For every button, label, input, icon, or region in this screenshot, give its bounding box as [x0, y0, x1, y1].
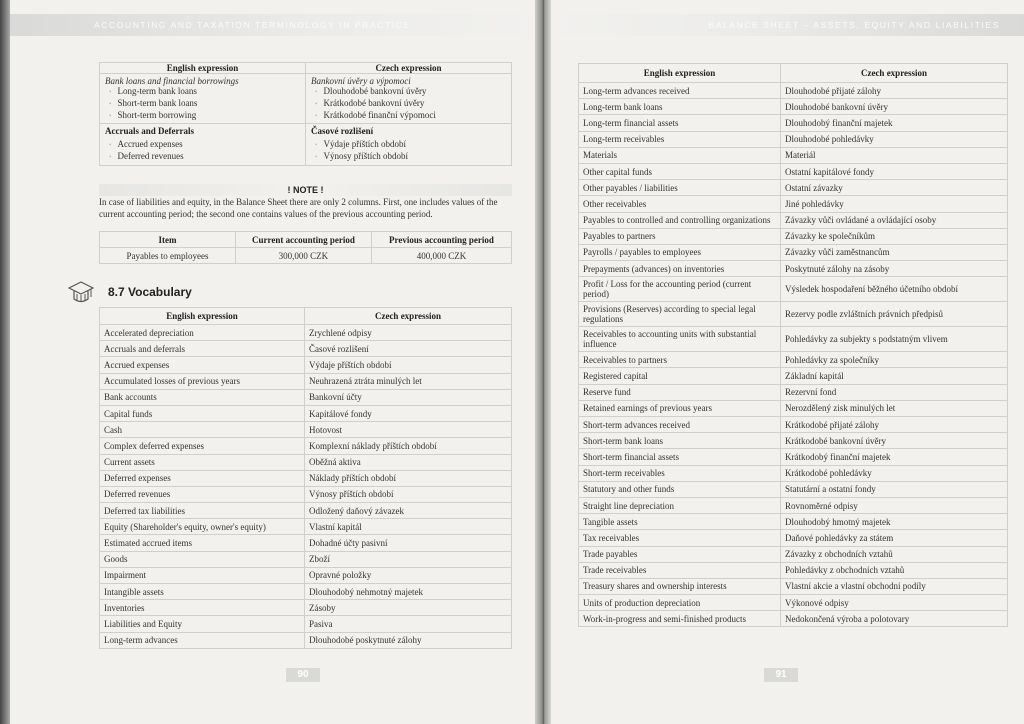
block2-cz-title: Časové rozlišení — [311, 126, 374, 137]
table-row — [100, 373, 512, 389]
english-term: Treasury shares and ownership interests — [579, 578, 781, 594]
left-page — [6, 0, 540, 724]
table-row — [100, 567, 512, 583]
table-row — [100, 405, 512, 421]
list-item: • Krátkodobé finanční výpomoci — [325, 110, 506, 122]
english-term: Cash — [100, 422, 305, 438]
english-term: Prepayments (advances) on inventories — [579, 261, 781, 277]
czech-term: Jiné pohledávky — [781, 196, 1008, 212]
english-term: Impairment — [100, 567, 305, 583]
table-row — [100, 325, 512, 341]
table-row — [579, 465, 1008, 481]
english-term: Deferred expenses — [100, 470, 305, 486]
table2-current: 300,000 CZK — [235, 248, 371, 264]
table1-header-cz: Czech expression — [306, 63, 512, 74]
block1-cz-title: Bankovní úvěry a výpomoci — [311, 76, 411, 86]
table-row — [100, 519, 512, 535]
list-item: • Short-term bank loans — [119, 98, 300, 110]
czech-term: Rezervní fond — [781, 384, 1008, 400]
english-term: Statutory and other funds — [579, 481, 781, 497]
table-row — [100, 357, 512, 373]
english-term: Trade payables — [579, 546, 781, 562]
table-row — [100, 470, 512, 486]
czech-term: Dlouhodobý hmotný majetek — [781, 514, 1008, 530]
english-term: Short-term financial assets — [579, 449, 781, 465]
czech-term: Dlouhodobé bankovní úvěry — [781, 99, 1008, 115]
english-term: Intangible assets — [100, 584, 305, 600]
left-vocab-body — [100, 325, 512, 649]
english-term: Tax receivables — [579, 530, 781, 546]
left-running-head: ACCOUNTING AND TAXATION TERMINOLOGY IN PRACTICE — [6, 14, 540, 36]
english-term: Other payables / liabilities — [579, 180, 781, 196]
english-term: Current assets — [100, 454, 305, 470]
czech-term: Dlouhodobý finanční majetek — [781, 115, 1008, 131]
table1-header-en: English expression — [100, 63, 306, 74]
czech-term: Dlouhodobé pohledávky — [781, 131, 1008, 147]
english-term: Equity (Shareholder's equity, owner's equity) — [100, 519, 305, 535]
table-row — [579, 497, 1008, 513]
czech-term: Základní kapitál — [781, 368, 1008, 384]
table-row — [100, 486, 512, 502]
table-row — [579, 611, 1008, 627]
czech-term: Ostatní závazky — [781, 180, 1008, 196]
note-text: In case of liabilities and equity, in the Balance Sheet there are only 2 columns. First, one includes values of the current accounting period; the second one contains values of the previous accounting period. — [99, 197, 498, 219]
list-item: • Deferred revenues — [119, 151, 300, 163]
english-term: Short-term advances received — [579, 417, 781, 433]
english-term: Long-term financial assets — [579, 115, 781, 131]
czech-term: Výsledek hospodaření běžného účetního období — [781, 277, 1008, 302]
loans-accruals-table — [99, 62, 512, 166]
table-row — [100, 341, 512, 357]
table-row — [100, 503, 512, 519]
table-row — [579, 277, 1008, 302]
table-row — [579, 578, 1008, 594]
vocab-header-en: English expression — [100, 308, 305, 325]
english-term: Accruals and deferrals — [100, 341, 305, 357]
english-term: Receivables to accounting units with substantial influence — [579, 327, 781, 352]
english-term: Straight line depreciation — [579, 497, 781, 513]
czech-term: Závazky ke společníkům — [781, 228, 1008, 244]
czech-term: Zásoby — [305, 600, 512, 616]
table-row — [579, 196, 1008, 212]
czech-term: Závazky vůči ovládané a ovládající osoby — [781, 212, 1008, 228]
english-term: Accelerated depreciation — [100, 325, 305, 341]
table-row — [579, 180, 1008, 196]
table-row — [579, 131, 1008, 147]
czech-term: Výdaje příštích období — [305, 357, 512, 373]
table-row — [579, 147, 1008, 163]
english-term: Registered capital — [579, 368, 781, 384]
table-row — [579, 530, 1008, 546]
czech-term: Komplexní náklady příštích období — [305, 438, 512, 454]
english-term: Deferred tax liabilities — [100, 503, 305, 519]
note-heading: ! NOTE ! — [99, 184, 512, 196]
english-term: Estimated accrued items — [100, 535, 305, 551]
english-term: Deferred revenues — [100, 486, 305, 502]
table-row — [579, 368, 1008, 384]
table-row — [579, 449, 1008, 465]
table-row — [100, 389, 512, 405]
vocabulary-section-heading — [68, 280, 192, 313]
czech-term: Zrychlené odpisy — [305, 325, 512, 341]
czech-term: Oběžná aktiva — [305, 454, 512, 470]
english-term: Retained earnings of previous years — [579, 400, 781, 416]
table2-item: Payables to employees — [100, 248, 236, 264]
czech-term: Odložený daňový závazek — [305, 503, 512, 519]
english-term: Other receivables — [579, 196, 781, 212]
english-term: Other capital funds — [579, 163, 781, 179]
book-edge — [0, 0, 10, 724]
english-term: Accrued expenses — [100, 357, 305, 373]
table-row — [579, 327, 1008, 352]
czech-term: Materiál — [781, 147, 1008, 163]
block1-en-title: Bank loans and financial borrowings — [105, 76, 239, 86]
czech-term: Pasiva — [305, 616, 512, 632]
czech-term: Kapitálové fondy — [305, 405, 512, 421]
english-term: Liabilities and Equity — [100, 616, 305, 632]
list-item: • Dlouhodobé bankovní úvěry — [325, 86, 506, 98]
czech-term: Výnosy příštích období — [305, 486, 512, 502]
table-row — [100, 616, 512, 632]
table2-previous: 400,000 CZK — [371, 248, 511, 264]
table-row — [579, 562, 1008, 578]
czech-term: Dlouhodobý nehmotný majetek — [305, 584, 512, 600]
czech-term: Rovnoměrné odpisy — [781, 497, 1008, 513]
english-term: Long-term receivables — [579, 131, 781, 147]
table-row — [579, 83, 1008, 99]
table-row — [579, 163, 1008, 179]
english-term: Profit / Loss for the accounting period (current period) — [579, 277, 781, 302]
vocab-header-en: English expression — [579, 64, 781, 83]
list-item: • Krátkodobé bankovní úvěry — [325, 98, 506, 110]
english-term: Long-term bank loans — [579, 99, 781, 115]
czech-term: Statutární a ostatní fondy — [781, 481, 1008, 497]
page-number-right: 91 — [764, 668, 798, 682]
czech-term: Dlouhodobé poskytnuté zálohy — [305, 632, 512, 648]
czech-term: Bankovní účty — [305, 389, 512, 405]
table1-block2-en — [100, 124, 306, 166]
czech-term: Nerozdělený zisk minulých let — [781, 400, 1008, 416]
table-row — [579, 244, 1008, 260]
czech-term: Krátkodobé bankovní úvěry — [781, 433, 1008, 449]
czech-term: Pohledávky za společníky — [781, 352, 1008, 368]
czech-term: Zboží — [305, 551, 512, 567]
list-item: • Výdaje příštích období — [325, 139, 506, 151]
book-gutter — [535, 0, 551, 724]
vocabulary-table-right — [578, 63, 1008, 627]
table-row — [579, 115, 1008, 131]
page-number-left: 90 — [286, 668, 320, 682]
table-row — [579, 433, 1008, 449]
english-term: Long-term advances — [100, 632, 305, 648]
english-term: Reserve fund — [579, 384, 781, 400]
english-term: Receivables to partners — [579, 352, 781, 368]
table-row — [100, 535, 512, 551]
english-term: Goods — [100, 551, 305, 567]
table-row — [579, 481, 1008, 497]
english-term: Tangible assets — [579, 514, 781, 530]
english-term: Units of production depreciation — [579, 595, 781, 611]
table-row — [579, 212, 1008, 228]
czech-term: Závazky vůči zaměstnancům — [781, 244, 1008, 260]
section-title: 8.7 Vocabulary — [108, 285, 192, 299]
english-term: Payables to controlled and controlling organizations — [579, 212, 781, 228]
table-row — [100, 454, 512, 470]
english-term: Long-term advances received — [579, 83, 781, 99]
table-row — [100, 422, 512, 438]
english-term: Trade receivables — [579, 562, 781, 578]
czech-term: Hotovost — [305, 422, 512, 438]
czech-term: Krátkodobé přijaté zálohy — [781, 417, 1008, 433]
czech-term: Krátkodobé pohledávky — [781, 465, 1008, 481]
table-row — [100, 584, 512, 600]
english-term: Capital funds — [100, 405, 305, 421]
table1-block1-cz — [306, 74, 512, 124]
english-term: Bank accounts — [100, 389, 305, 405]
czech-term: Rezervy podle zvláštních právních předpisů — [781, 302, 1008, 327]
czech-term: Neuhrazená ztráta minulých let — [305, 373, 512, 389]
table-row — [100, 438, 512, 454]
english-term: Short-term bank loans — [579, 433, 781, 449]
table-row — [579, 352, 1008, 368]
table-row — [579, 514, 1008, 530]
vocab-header-cz: Czech expression — [781, 64, 1008, 83]
czech-term: Poskytnuté zálohy na zásoby — [781, 261, 1008, 277]
table-row — [579, 261, 1008, 277]
english-term: Complex deferred expenses — [100, 438, 305, 454]
table-row — [579, 228, 1008, 244]
czech-term: Časové rozlišení — [305, 341, 512, 357]
vocab-header-cz: Czech expression — [305, 308, 512, 325]
czech-term: Dohadné účty pasivní — [305, 535, 512, 551]
table-row — [100, 632, 512, 648]
table-row — [579, 302, 1008, 327]
table2-header-previous: Previous accounting period — [371, 232, 511, 248]
english-term: Accumulated losses of previous years — [100, 373, 305, 389]
list-item: • Short-term borrowing — [119, 110, 300, 122]
table-row — [579, 546, 1008, 562]
block2-en-title: Accruals and Deferrals — [105, 126, 194, 137]
right-running-head: BALANCE SHEET – ASSETS, EQUITY AND LIABILITIES — [546, 14, 1024, 36]
list-item: • Accrued expenses — [119, 139, 300, 151]
english-term: Materials — [579, 147, 781, 163]
payables-example-table — [99, 231, 512, 264]
table-row — [579, 400, 1008, 416]
czech-term: Opravné položky — [305, 567, 512, 583]
table-row — [579, 595, 1008, 611]
table2-header-current: Current accounting period — [235, 232, 371, 248]
english-term: Short-term receivables — [579, 465, 781, 481]
czech-term: Pohledávky z obchodních vztahů — [781, 562, 1008, 578]
english-term: Inventories — [100, 600, 305, 616]
english-term: Work-in-progress and semi-finished products — [579, 611, 781, 627]
table1-block1-en — [100, 74, 306, 124]
english-term: Payrolls / payables to employees — [579, 244, 781, 260]
czech-term: Vlastní akcie a vlastní obchodní podíly — [781, 578, 1008, 594]
table2-header-item: Item — [100, 232, 236, 248]
czech-term: Daňové pohledávky za státem — [781, 530, 1008, 546]
czech-term: Závazky z obchodních vztahů — [781, 546, 1008, 562]
czech-term: Nedokončená výroba a polotovary — [781, 611, 1008, 627]
graduation-cap-icon — [68, 280, 94, 308]
right-page — [546, 0, 1024, 724]
czech-term: Výkonové odpisy — [781, 595, 1008, 611]
czech-term: Vlastní kapitál — [305, 519, 512, 535]
list-item: • Long-term bank loans — [119, 86, 300, 98]
table-row — [579, 99, 1008, 115]
english-term: Payables to partners — [579, 228, 781, 244]
czech-term: Dlouhodobé přijaté zálohy — [781, 83, 1008, 99]
table-row — [579, 417, 1008, 433]
czech-term: Náklady příštích období — [305, 470, 512, 486]
table-row — [579, 384, 1008, 400]
table-row — [100, 600, 512, 616]
czech-term: Pohledávky za subjekty s podstatným vlivem — [781, 327, 1008, 352]
czech-term: Ostatní kapitálové fondy — [781, 163, 1008, 179]
vocabulary-table-left — [99, 307, 512, 649]
table1-block2-cz — [306, 124, 512, 166]
english-term: Provisions (Reserves) according to special legal regulations — [579, 302, 781, 327]
czech-term: Krátkodobý finanční majetek — [781, 449, 1008, 465]
list-item: • Výnosy příštích období — [325, 151, 506, 163]
table-row — [100, 551, 512, 567]
right-vocab-body — [579, 83, 1008, 627]
